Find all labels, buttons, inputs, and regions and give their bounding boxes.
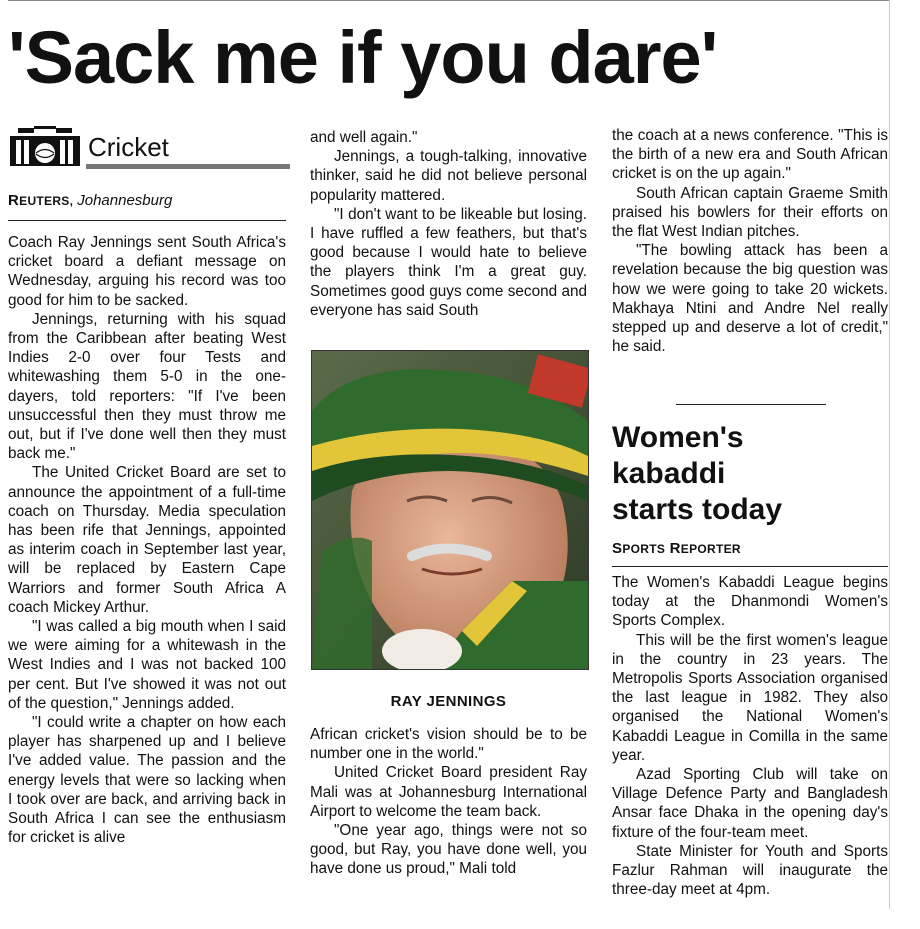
story-separator [676,404,826,405]
side-story-title-line: Women's [612,421,744,454]
paragraph: United Cricket Board president Ray Mali was at Johannesburg International Airport to welcome the team back. [310,764,587,820]
paragraph: This will be the first women's league in the country in 23 years. The Metropolis Sports Association organised the last league in 1982. They also organised the National Women's Kabaddi League in Comilla in the same year. [612,631,888,764]
photo-caption: RAY JENNINGS [390,693,507,710]
section-header [8,120,288,168]
side-story-title [612,420,782,528]
side-story-body [612,573,888,899]
byline [8,192,172,210]
side-story-title-line: kabaddi [612,457,726,490]
main-story-column-1 [8,233,286,848]
section-label: Cricket [88,132,169,162]
paragraph: Jennings, a tough-talking, innovative thinker, said he did not believe personal popularity mattered. [310,148,587,204]
byline-agency-rest: EUTERS, [19,194,74,208]
paragraph: The United Cricket Board are set to announce the appointment of a full-time coach on Thursday. Media speculation has been rife that Jennings, appointed as interim coach in September last year, will be replaced by Eastern Cape Warriors and former South Africa A coach Mickey Arthur. [8,464,286,616]
main-story-column-2-top [310,128,587,320]
byline-initial: S [612,540,623,557]
paragraph: "One year ago, things were not so good, but Ray, you have done well, you have done us proud," Mali told [310,822,587,878]
paragraph: and well again." [310,129,418,146]
paragraph: South African captain Graeme Smith praised his bowlers for their efforts on the flat West Indian pitches. [612,184,888,241]
paragraph: The Women's Kabaddi League begins today at the Dhanmondi Women's Sports Complex. [612,574,888,630]
byline-rest: PORTS [622,542,666,556]
paragraph: "I don't want to be likeable but losing. I have ruffled a few feathers, but that's good because I would hate to believe the players think I'm a great guy. Sometimes good guys come second and everyone has said South [310,205,587,319]
paragraph: Coach Ray Jennings sent South Africa's cricket board a defiant message on Wednesday, arguing his record was too good for him to be sacked. [8,234,286,309]
main-story-column-3 [612,126,888,356]
paragraph: Jennings, returning with his squad from the Caribbean after beating West Indies 2-0 over four Tests and whitewashing them 5-0 in the one-dayers, told reporters: "If I've been unsuccessful then they must throw me out, but if I've done well then they must back me." [8,310,286,463]
top-rule [8,0,890,1]
headline: 'Sack me if you dare' [8,16,718,99]
section-rule [86,164,290,169]
byline-location: Johannesburg [77,192,173,209]
byline-rule [8,220,286,221]
byline-rest: EPORTER [680,542,741,556]
cricket-stumps-ball-icon [10,126,84,171]
paragraph: African cricket's vision should be to be number one in the world." [310,726,587,763]
side-story-title-line: starts today [612,493,783,526]
paragraph: "The bowling attack has been a revelation because the big question was how we were going to take 20 wickets. Makhaya Ntini and Andre Nel really stepped up and deserve a lot of credit," he said. [612,242,888,356]
side-story-byline [612,540,741,558]
side-story-byline-rule [612,566,888,567]
paragraph: "I was called a big mouth when I said we were aiming for a whitewash in the West Indies and I was not backed 100 per cent. But I've showed it was not out of the question," Jennings added. [8,618,286,712]
byline-agency [8,192,73,209]
paragraph: the coach at a news conference. "This is the birth of a new era and South African cricket is on the up again." [612,127,888,183]
photo-ray-jennings [311,350,589,670]
paragraph: State Minister for Youth and Sports Fazlur Rahman will inaugurate the three-day meet at 4pm. [612,842,888,899]
paragraph: "I could write a chapter on how each player has sharpened up and I believe I've added value. The passion and the energy levels that were so lacking when I took over are back, and arriving back in South Africa I can see the enthusiasm for cricket is alive [8,714,286,847]
main-story-column-2-bottom [310,725,587,879]
byline-initial: R [669,540,681,557]
right-edge-rule [889,0,890,909]
byline-agency-initial: R [8,192,20,209]
paragraph: Azad Sporting Club will take on Village Defence Party and Bangladesh Ansar face Dhaka in the opening day's fixture of the four-team meet. [612,766,888,841]
